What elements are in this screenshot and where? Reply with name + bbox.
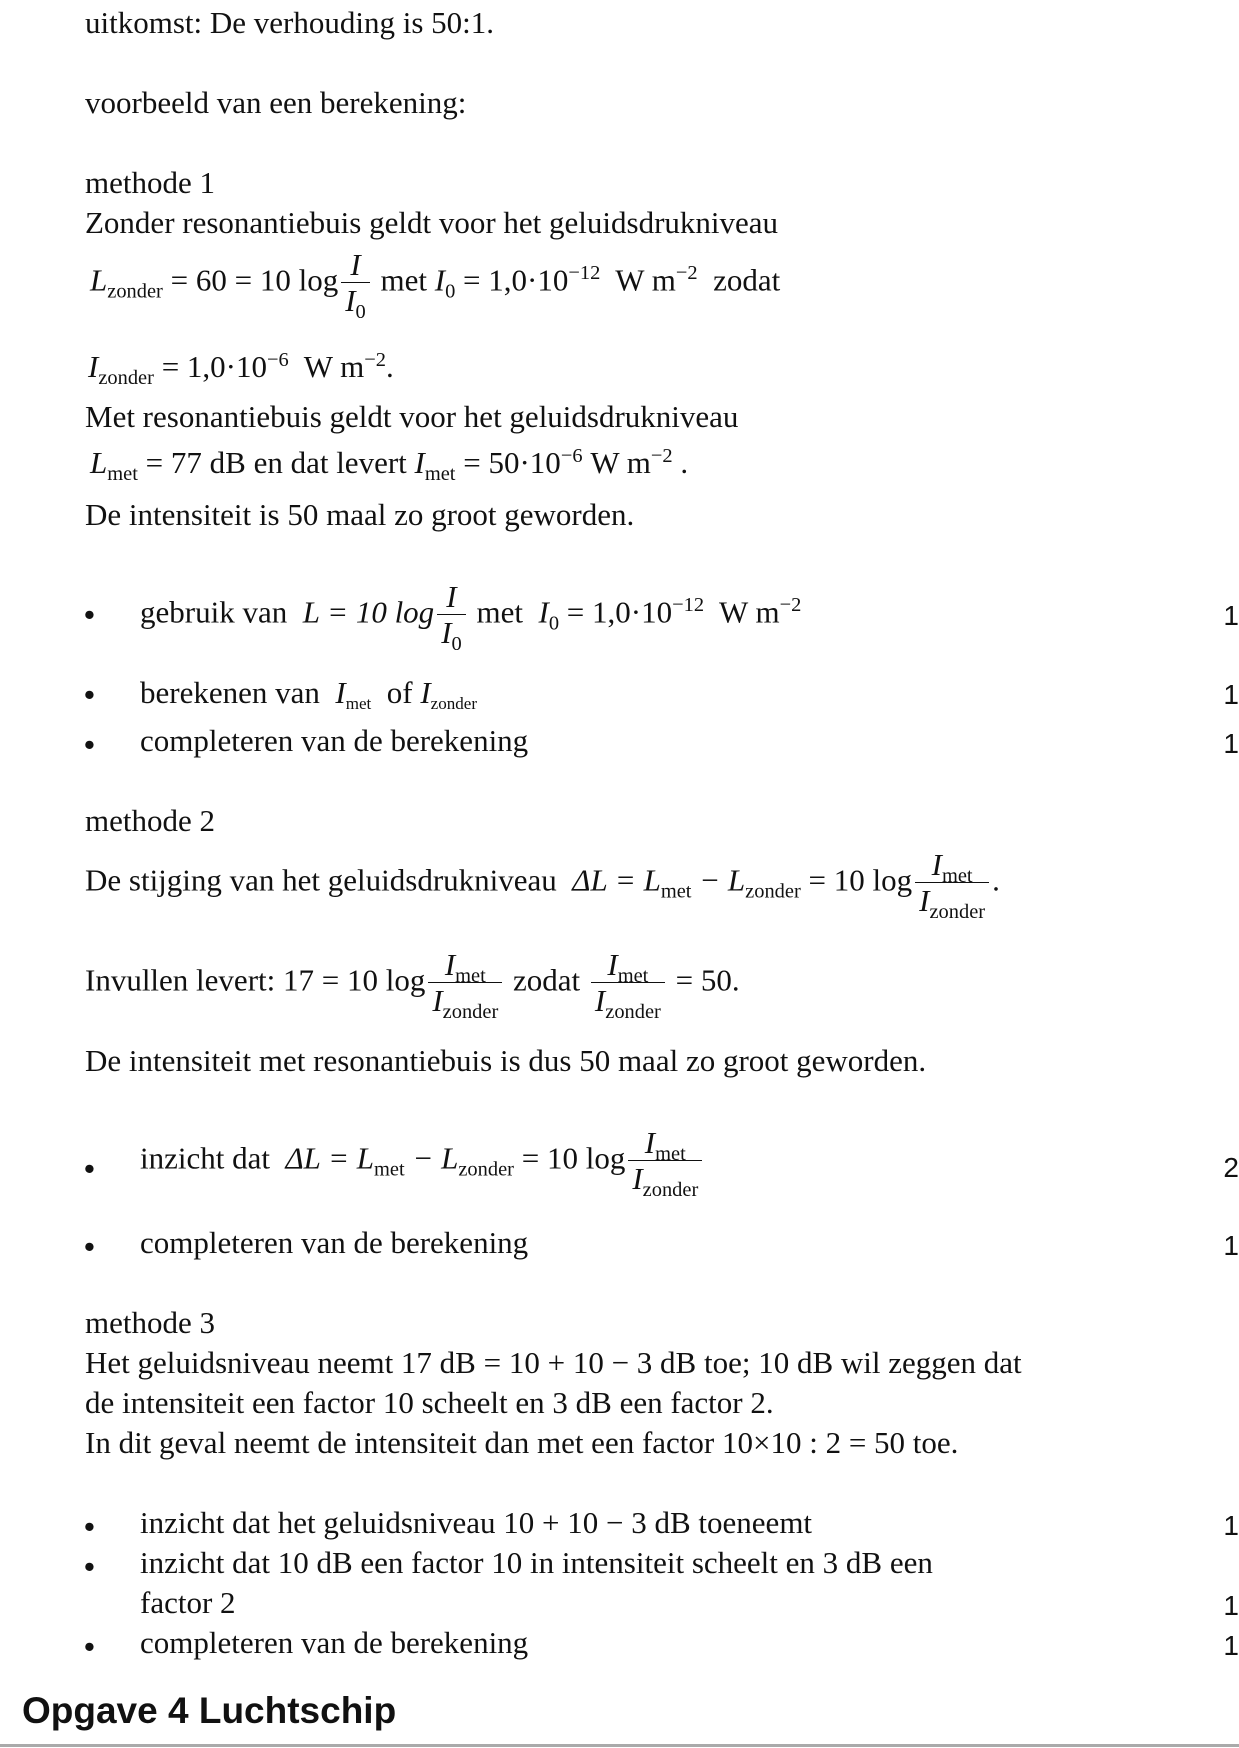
score: 1 — [1223, 728, 1239, 759]
score: 1 — [1223, 679, 1239, 710]
method-3-line-3: In dit geval neemt de intensiteit dan met een factor 10×10 : 2 = 50 toe. — [85, 1425, 959, 1460]
method-3-line-2: de intensiteit een factor 10 scheelt en 3 dB een factor 2. — [85, 1385, 774, 1420]
bullet-marker: • — [84, 1629, 95, 1664]
score: 1 — [1223, 1590, 1239, 1621]
method-3-criterion-2b: factor 2 — [140, 1585, 236, 1620]
method-3-title: methode 3 — [85, 1305, 215, 1340]
example-intro: voorbeeld van een berekening: — [85, 85, 467, 120]
method-1-equation-1: $L_{zonder} = 60 = 10$ log $\frac{I}{I_0}$ met $I_0 = 1,0\cdot 10^{-12}$ W $m^{-2}$ zodat — [90, 247, 781, 324]
score: 1 — [1223, 600, 1239, 631]
page-divider — [0, 1744, 1239, 1747]
method-3-line-1: Het geluidsniveau neemt 17 dB = 10 + 10 − 3 dB toe; 10 dB wil zeggen dat — [85, 1345, 1022, 1380]
method-3-criterion-3: completeren van de berekening — [140, 1625, 529, 1660]
section-heading: Opgave 4 Luchtschip — [22, 1690, 397, 1731]
method-1-line-3: Met resonantiebuis geldt voor het geluidsdrukniveau — [85, 399, 739, 434]
bullet-marker: • — [84, 677, 95, 712]
score: 1 — [1223, 1510, 1239, 1541]
method-1-criterion-3: completeren van de berekening — [140, 723, 529, 758]
score: 1 — [1223, 1630, 1239, 1661]
method-1-criterion-1: gebruik van L = 10 log $\frac{I}{I_0}$ met $I_0 = 1,0\cdot 10^{-12}$ W $m^{-2}$ — [140, 579, 802, 656]
bullet-marker: • — [84, 1509, 95, 1544]
score: 1 — [1223, 1230, 1239, 1261]
bullet-marker: • — [84, 1151, 95, 1186]
method-2-criterion-1: inzicht dat $\Delta L = L_{met} - L_{zonder} = 10$ log $\frac{I_{met}}{I_{zonder}}$ — [140, 1126, 705, 1197]
method-1-line-1: Zonder resonantiebuis geldt voor het geluidsdrukniveau — [85, 205, 779, 240]
score: 2 — [1223, 1152, 1239, 1183]
bullet-marker: • — [84, 1229, 95, 1264]
method-1-line-4: De intensiteit is 50 maal zo groot geworden. — [85, 497, 635, 532]
method-2-criterion-2: completeren van de berekening — [140, 1225, 529, 1260]
method-1-equation-2: $I_{zonder} = 1,0\cdot 10^{-6}$ W $m^{-2}$. — [88, 348, 394, 390]
answer-line: uitkomst: De verhouding is 50:1. — [85, 5, 495, 40]
bullet-marker: • — [84, 727, 95, 762]
method-2-line-2: Invullen levert: 17 = 10 log $\frac{I_{met}}{I_{zonder}}$ zodat $\frac{I_{met}}{I_{zonder}}$ = 50. — [85, 947, 740, 1024]
method-2-line-1: De stijging van het geluidsdrukniveau $\Delta L = L_{met} - L_{zonder} = 10$ log $\frac{I_{met}}{I_{zonder}}$ . — [85, 847, 1000, 924]
method-2-title: methode 2 — [85, 803, 215, 838]
method-3-criterion-2a: inzicht dat 10 dB een factor 10 in intensiteit scheelt en 3 dB een — [140, 1545, 933, 1580]
method-1-title: methode 1 — [85, 165, 215, 200]
method-1-criterion-2: berekenen van $I_{met}$ of $I_{zonder}$ — [140, 675, 477, 713]
method-2-line-3: De intensiteit met resonantiebuis is dus 50 maal zo groot geworden. — [85, 1043, 927, 1078]
method-1-equation-3: $L_{met} = 77$ dB en dat levert $I_{met} = 50\cdot 10^{-6}$ W $m^{-2}$ . — [90, 444, 689, 486]
bullet-marker: • — [84, 597, 95, 632]
method-3-criterion-1: inzicht dat het geluidsniveau 10 + 10 − 3 dB toeneemt — [140, 1505, 813, 1540]
bullet-marker: • — [84, 1549, 95, 1584]
